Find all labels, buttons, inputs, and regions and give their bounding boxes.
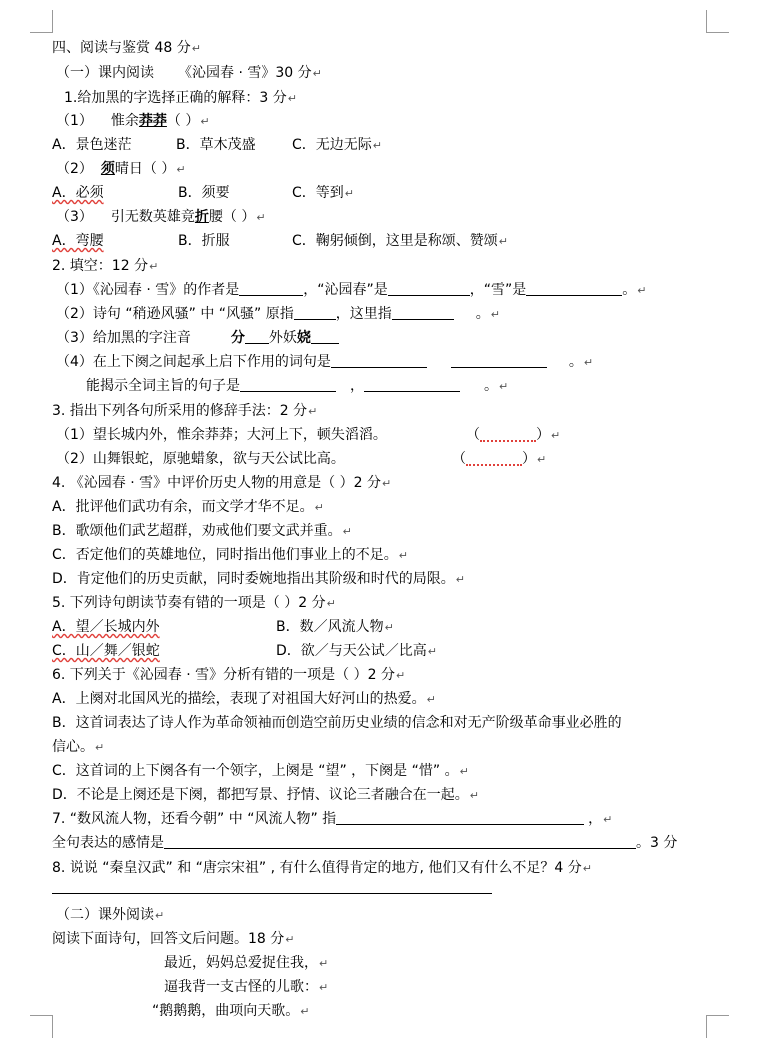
section-title: 四、阅读与鉴赏 48 分↵ (52, 40, 201, 56)
answer-blank[interactable] (526, 281, 622, 296)
q4-option-a: A．批评他们武功有余，而文学才华不足。↵ (52, 499, 324, 515)
q7-line2: 全句表达的感情是 。3 分 (52, 835, 678, 851)
q5-options-cd: C．山／舞／银蛇 D．欲／与天公试／比高↵ (52, 643, 437, 659)
answer-blank[interactable] (336, 810, 584, 825)
q2-stem: 2. 填空：12 分↵ (52, 258, 159, 274)
q4-option-b: B．歌颂他们武艺超群，劝戒他们要文武并重。↵ (52, 523, 352, 539)
answer-blank[interactable] (466, 454, 522, 466)
q6-option-a: A．上阕对北国风光的描绘，表现了对祖国大好河山的热爱。↵ (52, 691, 436, 707)
poem-line-1: 最近，妈妈总爱捉住我，↵ (164, 955, 329, 971)
answer-blank[interactable] (331, 353, 427, 368)
q2-line4: （4）在上下阕之间起承上启下作用的词句是 。↵ (56, 354, 594, 370)
q1-sub2-options: A．必须 B．须要 C．等到↵ (52, 185, 354, 201)
crop-mark-top-right (706, 10, 729, 33)
q5-options-ab: A．望／长城内外 B．数／风流人物↵ (52, 619, 394, 635)
q6-option-b-line2: 信心。↵ (52, 739, 105, 755)
answer-blank[interactable] (164, 834, 636, 849)
q2-line3: （3）给加黑的字注音 分 外妖娆 (56, 328, 339, 348)
answer-blank[interactable] (388, 281, 470, 296)
answer-blank[interactable] (294, 305, 336, 320)
crop-mark-bottom-right (706, 1015, 729, 1038)
answer-blank[interactable] (311, 329, 339, 344)
q3-line1: （1）望长城内外，惟余莽莽；大河上下，顿失滔滔。 （ ）↵ (56, 427, 561, 443)
crop-mark-top-left (30, 10, 53, 33)
q6-stem: 6. 下列关于《沁园春 · 雪》分析有错的一项是（ ）2 分↵ (52, 667, 406, 683)
q6-option-b-line1: B．这首词表达了诗人作为革命领袖而创造空前历史业绩的信念和对无产阶级革命事业必胜的 (52, 715, 622, 731)
answer-line[interactable] (52, 893, 492, 894)
part2-title: （二）课外阅读↵ (56, 907, 165, 923)
q1-sub1: （1） 惟余莽莽（ ）↵ (56, 113, 210, 129)
q5-stem: 5. 下列诗句朗读节奏有错的一项是（ ）2 分↵ (52, 595, 336, 611)
q2-line2: （2）诗句 “稍逊风骚” 中 “风骚” 原指 ，这里指 。↵ (56, 306, 500, 322)
poem-line-3: “鹅鹅鹅，曲项向天歌。↵ (152, 1003, 310, 1019)
crop-mark-bottom-left (30, 1015, 53, 1038)
q1-sub3: （3） 引无数英雄竞折腰（ ）↵ (56, 209, 266, 225)
answer-blank[interactable] (451, 353, 547, 368)
poem-line-2: 逼我背一支古怪的儿歌：↵ (164, 979, 329, 995)
answer-blank[interactable] (245, 329, 269, 344)
part2-intro: 阅读下面诗句，回答文后问题。18 分↵ (52, 931, 295, 947)
q6-option-d: D．不论是上阕还是下阕，都把写景、抒情、议论三者融合在一起。↵ (52, 787, 479, 803)
q1-stem: 1.给加黑的字选择正确的解释：3 分↵ (64, 90, 297, 106)
q4-stem: 4. 《沁园春 · 雪》中评价历史人物的用意是（ ）2 分↵ (52, 475, 392, 491)
q6-option-c: C．这首词的上下阕各有一个领字，上阕是 “望” ，下阕是 “惜” 。↵ (52, 763, 469, 779)
q1-sub1-options: A．景色迷茫 B．草木茂盛 C．无边无际↵ (52, 137, 382, 153)
answer-blank[interactable] (239, 281, 303, 296)
q2-line1: （1）《沁园春 · 雪》的作者是 ，“沁园春”是 ，“雪”是 。↵ (56, 282, 647, 298)
q2-line5: 能揭示全词主旨的句子是 ， 。↵ (86, 378, 509, 394)
q7-line1: 7. “数风流人物，还看今朝” 中 “风流人物” 指 ，↵ (52, 811, 613, 827)
answer-blank[interactable] (480, 430, 536, 442)
answer-blank[interactable] (392, 305, 454, 320)
answer-blank[interactable] (240, 377, 336, 392)
q1-sub3-options: A．弯腰 B．折服 C．鞠躬倾倒，这里是称颂、赞颂↵ (52, 233, 508, 249)
q3-line2: （2）山舞银蛇，原驰蜡象，欲与天公试比高。 （ ）↵ (56, 451, 547, 467)
q4-option-d: D．肯定他们的历史贡献，同时委婉地指出其阶级和时代的局限。↵ (52, 571, 465, 587)
q1-sub2: （2） 须晴日（ ）↵ (56, 161, 186, 177)
part1-title: （一）课内阅读 《沁园春 · 雪》30 分↵ (56, 65, 322, 81)
q3-stem: 3. 指出下列各句所采用的修辞手法：2 分↵ (52, 403, 318, 419)
q4-option-c: C．否定他们的英雄地位，同时指出他们事业上的不足。↵ (52, 547, 408, 563)
answer-blank[interactable] (364, 377, 460, 392)
q8-stem: 8. 说说 “秦皇汉武” 和 “唐宗宋祖” , 有什么值得肯定的地方, 他们又有什么不足？4 分↵ (52, 860, 592, 876)
